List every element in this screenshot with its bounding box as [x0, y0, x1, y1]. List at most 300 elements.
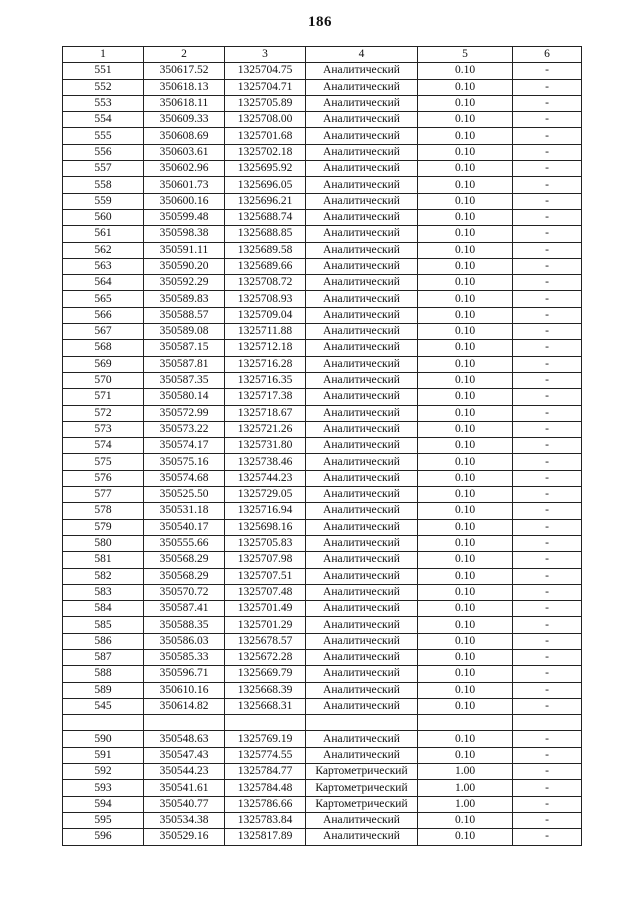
method-cell: Картометрический	[306, 764, 418, 780]
x-coordinate-cell: 350608.69	[144, 128, 225, 144]
table-row	[63, 421, 582, 437]
table-row	[63, 242, 582, 258]
point-number-cell: 586	[63, 633, 144, 649]
point-number-cell: 573	[63, 421, 144, 437]
x-coordinate-cell: 350588.35	[144, 617, 225, 633]
method-cell: Аналитический	[306, 812, 418, 828]
x-coordinate-cell: 350580.14	[144, 389, 225, 405]
y-coordinate-cell: 1325786.66	[225, 796, 306, 812]
accuracy-cell: 0.10	[418, 324, 513, 340]
point-number-cell: 593	[63, 780, 144, 796]
point-number-cell: 545	[63, 698, 144, 714]
point-number-cell: 564	[63, 275, 144, 291]
table-row	[63, 340, 582, 356]
y-coordinate-cell: 1325708.72	[225, 275, 306, 291]
note-cell: -	[513, 682, 582, 698]
table-header-row	[63, 47, 582, 63]
point-number-cell: 580	[63, 535, 144, 551]
point-number-cell: 582	[63, 568, 144, 584]
accuracy-cell: 0.10	[418, 291, 513, 307]
point-number-cell: 585	[63, 617, 144, 633]
column-header: 3	[225, 47, 306, 63]
method-cell: Аналитический	[306, 79, 418, 95]
x-coordinate-cell: 350548.63	[144, 731, 225, 747]
point-number-cell: 583	[63, 584, 144, 600]
x-coordinate-cell: 350575.16	[144, 454, 225, 470]
point-number-cell: 551	[63, 63, 144, 79]
table-row	[63, 682, 582, 698]
x-coordinate-cell: 350601.73	[144, 177, 225, 193]
accuracy-cell: 0.10	[418, 519, 513, 535]
x-coordinate-cell: 350541.61	[144, 780, 225, 796]
note-cell: -	[513, 698, 582, 714]
accuracy-cell: 0.10	[418, 258, 513, 274]
x-coordinate-cell: 350531.18	[144, 503, 225, 519]
method-cell: Аналитический	[306, 421, 418, 437]
method-cell: Аналитический	[306, 209, 418, 225]
x-coordinate-cell: 350555.66	[144, 535, 225, 551]
accuracy-cell: 0.10	[418, 226, 513, 242]
note-cell: -	[513, 812, 582, 828]
note-cell: -	[513, 796, 582, 812]
point-number-cell: 591	[63, 747, 144, 763]
point-number-cell: 584	[63, 601, 144, 617]
y-coordinate-cell: 1325712.18	[225, 340, 306, 356]
point-number-cell: 581	[63, 552, 144, 568]
note-cell: -	[513, 275, 582, 291]
point-number-cell: 558	[63, 177, 144, 193]
method-cell	[306, 715, 418, 731]
y-coordinate-cell: 1325718.67	[225, 405, 306, 421]
point-number-cell: 592	[63, 764, 144, 780]
note-cell: -	[513, 372, 582, 388]
table-row	[63, 617, 582, 633]
method-cell: Аналитический	[306, 307, 418, 323]
note-cell: -	[513, 128, 582, 144]
x-coordinate-cell: 350585.33	[144, 649, 225, 665]
y-coordinate-cell: 1325695.92	[225, 161, 306, 177]
note-cell: -	[513, 112, 582, 128]
y-coordinate-cell: 1325696.21	[225, 193, 306, 209]
method-cell: Аналитический	[306, 666, 418, 682]
point-number-cell: 570	[63, 372, 144, 388]
note-cell: -	[513, 161, 582, 177]
accuracy-cell: 0.10	[418, 421, 513, 437]
note-cell: -	[513, 552, 582, 568]
note-cell: -	[513, 63, 582, 79]
accuracy-cell: 1.00	[418, 796, 513, 812]
point-number-cell: 555	[63, 128, 144, 144]
point-number-cell: 574	[63, 438, 144, 454]
y-coordinate-cell: 1325689.66	[225, 258, 306, 274]
table-row	[63, 519, 582, 535]
accuracy-cell: 0.10	[418, 63, 513, 79]
x-coordinate-cell: 350609.33	[144, 112, 225, 128]
table-row	[63, 552, 582, 568]
y-coordinate-cell: 1325705.83	[225, 535, 306, 551]
x-coordinate-cell	[144, 715, 225, 731]
point-number-cell: 566	[63, 307, 144, 323]
x-coordinate-cell: 350590.20	[144, 258, 225, 274]
y-coordinate-cell: 1325738.46	[225, 454, 306, 470]
note-cell: -	[513, 535, 582, 551]
table-row	[63, 454, 582, 470]
point-number-cell: 575	[63, 454, 144, 470]
accuracy-cell: 0.10	[418, 144, 513, 160]
table-row	[63, 698, 582, 714]
point-number-cell: 553	[63, 95, 144, 111]
x-coordinate-cell: 350596.71	[144, 666, 225, 682]
method-cell: Аналитический	[306, 731, 418, 747]
accuracy-cell: 0.10	[418, 307, 513, 323]
x-coordinate-cell: 350588.57	[144, 307, 225, 323]
note-cell: -	[513, 340, 582, 356]
accuracy-cell: 0.10	[418, 405, 513, 421]
x-coordinate-cell: 350592.29	[144, 275, 225, 291]
accuracy-cell: 0.10	[418, 372, 513, 388]
method-cell: Аналитический	[306, 682, 418, 698]
method-cell: Аналитический	[306, 161, 418, 177]
y-coordinate-cell: 1325668.39	[225, 682, 306, 698]
y-coordinate-cell: 1325744.23	[225, 470, 306, 486]
note-cell: -	[513, 177, 582, 193]
accuracy-cell: 0.10	[418, 584, 513, 600]
y-coordinate-cell: 1325696.05	[225, 177, 306, 193]
note-cell: -	[513, 764, 582, 780]
note-cell: -	[513, 421, 582, 437]
note-cell: -	[513, 324, 582, 340]
note-cell: -	[513, 633, 582, 649]
accuracy-cell: 0.10	[418, 438, 513, 454]
accuracy-cell: 0.10	[418, 356, 513, 372]
table-row	[63, 715, 582, 731]
y-coordinate-cell: 1325688.74	[225, 209, 306, 225]
accuracy-cell: 1.00	[418, 780, 513, 796]
y-coordinate-cell: 1325707.48	[225, 584, 306, 600]
x-coordinate-cell: 350600.16	[144, 193, 225, 209]
point-number-cell: 594	[63, 796, 144, 812]
table-row	[63, 177, 582, 193]
point-number-cell: 588	[63, 666, 144, 682]
method-cell: Аналитический	[306, 601, 418, 617]
y-coordinate-cell: 1325689.58	[225, 242, 306, 258]
note-cell: -	[513, 307, 582, 323]
method-cell: Аналитический	[306, 63, 418, 79]
method-cell: Аналитический	[306, 487, 418, 503]
method-cell: Аналитический	[306, 324, 418, 340]
page-number: 186	[308, 14, 332, 30]
y-coordinate-cell: 1325707.51	[225, 568, 306, 584]
x-coordinate-cell: 350547.43	[144, 747, 225, 763]
point-number-cell: 578	[63, 503, 144, 519]
table-row	[63, 470, 582, 486]
y-coordinate-cell: 1325716.35	[225, 372, 306, 388]
accuracy-cell: 0.10	[418, 79, 513, 95]
column-header: 4	[306, 47, 418, 63]
point-number-cell: 561	[63, 226, 144, 242]
table-row	[63, 438, 582, 454]
method-cell: Аналитический	[306, 112, 418, 128]
x-coordinate-cell: 350574.17	[144, 438, 225, 454]
point-number-cell: 576	[63, 470, 144, 486]
point-number-cell: 596	[63, 829, 144, 845]
table-row	[63, 275, 582, 291]
method-cell: Аналитический	[306, 454, 418, 470]
y-coordinate-cell: 1325716.28	[225, 356, 306, 372]
point-number-cell: 569	[63, 356, 144, 372]
point-number-cell: 568	[63, 340, 144, 356]
y-coordinate-cell: 1325669.79	[225, 666, 306, 682]
point-number-cell: 559	[63, 193, 144, 209]
y-coordinate-cell: 1325668.31	[225, 698, 306, 714]
point-number-cell: 554	[63, 112, 144, 128]
table-row	[63, 747, 582, 763]
accuracy-cell: 0.10	[418, 487, 513, 503]
x-coordinate-cell: 350603.61	[144, 144, 225, 160]
y-coordinate-cell	[225, 715, 306, 731]
table-row	[63, 389, 582, 405]
x-coordinate-cell: 350617.52	[144, 63, 225, 79]
x-coordinate-cell: 350587.15	[144, 340, 225, 356]
accuracy-cell: 0.10	[418, 112, 513, 128]
table-row	[63, 503, 582, 519]
table-row	[63, 324, 582, 340]
table-row	[63, 193, 582, 209]
x-coordinate-cell: 350525.50	[144, 487, 225, 503]
method-cell: Аналитический	[306, 438, 418, 454]
accuracy-cell: 0.10	[418, 128, 513, 144]
table-row	[63, 144, 582, 160]
table-row	[63, 307, 582, 323]
accuracy-cell: 0.10	[418, 503, 513, 519]
method-cell: Аналитический	[306, 617, 418, 633]
point-number-cell: 577	[63, 487, 144, 503]
table-row	[63, 601, 582, 617]
method-cell: Аналитический	[306, 275, 418, 291]
note-cell: -	[513, 666, 582, 682]
y-coordinate-cell: 1325721.26	[225, 421, 306, 437]
y-coordinate-cell: 1325678.57	[225, 633, 306, 649]
method-cell: Аналитический	[306, 226, 418, 242]
accuracy-cell: 0.10	[418, 552, 513, 568]
point-number-cell: 567	[63, 324, 144, 340]
table-row	[63, 764, 582, 780]
x-coordinate-cell: 350544.23	[144, 764, 225, 780]
x-coordinate-cell: 350618.13	[144, 79, 225, 95]
note-cell: -	[513, 617, 582, 633]
note-cell: -	[513, 79, 582, 95]
accuracy-cell: 0.10	[418, 601, 513, 617]
x-coordinate-cell: 350572.99	[144, 405, 225, 421]
note-cell: -	[513, 584, 582, 600]
column-header: 5	[418, 47, 513, 63]
method-cell: Аналитический	[306, 242, 418, 258]
point-number-cell: 595	[63, 812, 144, 828]
method-cell: Аналитический	[306, 372, 418, 388]
point-number-cell: 572	[63, 405, 144, 421]
x-coordinate-cell: 350540.77	[144, 796, 225, 812]
accuracy-cell: 0.10	[418, 454, 513, 470]
y-coordinate-cell: 1325711.88	[225, 324, 306, 340]
note-cell: -	[513, 780, 582, 796]
method-cell: Аналитический	[306, 584, 418, 600]
table-row	[63, 79, 582, 95]
accuracy-cell: 0.10	[418, 193, 513, 209]
accuracy-cell: 0.10	[418, 209, 513, 225]
table-row	[63, 829, 582, 845]
table-row	[63, 796, 582, 812]
method-cell: Аналитический	[306, 535, 418, 551]
note-cell: -	[513, 258, 582, 274]
note-cell: -	[513, 747, 582, 763]
x-coordinate-cell: 350586.03	[144, 633, 225, 649]
y-coordinate-cell: 1325784.77	[225, 764, 306, 780]
note-cell: -	[513, 601, 582, 617]
x-coordinate-cell: 350602.96	[144, 161, 225, 177]
method-cell: Картометрический	[306, 796, 418, 812]
y-coordinate-cell: 1325708.93	[225, 291, 306, 307]
accuracy-cell: 0.10	[418, 242, 513, 258]
accuracy-cell: 0.10	[418, 535, 513, 551]
y-coordinate-cell: 1325716.94	[225, 503, 306, 519]
y-coordinate-cell: 1325701.29	[225, 617, 306, 633]
table-row	[63, 633, 582, 649]
note-cell: -	[513, 519, 582, 535]
y-coordinate-cell: 1325705.89	[225, 95, 306, 111]
accuracy-cell: 0.10	[418, 177, 513, 193]
point-number-cell: 590	[63, 731, 144, 747]
x-coordinate-cell: 350587.81	[144, 356, 225, 372]
note-cell: -	[513, 454, 582, 470]
accuracy-cell: 0.10	[418, 812, 513, 828]
table-row	[63, 812, 582, 828]
method-cell: Аналитический	[306, 258, 418, 274]
point-number-cell: 565	[63, 291, 144, 307]
table-row	[63, 226, 582, 242]
table-row	[63, 95, 582, 111]
point-number-cell: 589	[63, 682, 144, 698]
table-row	[63, 666, 582, 682]
x-coordinate-cell: 350573.22	[144, 421, 225, 437]
note-cell: -	[513, 193, 582, 209]
point-number-cell: 587	[63, 649, 144, 665]
y-coordinate-cell: 1325817.89	[225, 829, 306, 845]
x-coordinate-cell: 350574.68	[144, 470, 225, 486]
accuracy-cell	[418, 715, 513, 731]
note-cell: -	[513, 389, 582, 405]
table-row	[63, 258, 582, 274]
y-coordinate-cell: 1325701.49	[225, 601, 306, 617]
point-number-cell	[63, 715, 144, 731]
method-cell: Аналитический	[306, 698, 418, 714]
method-cell: Аналитический	[306, 829, 418, 845]
method-cell: Аналитический	[306, 356, 418, 372]
table-row	[63, 63, 582, 79]
column-header: 1	[63, 47, 144, 63]
method-cell: Аналитический	[306, 470, 418, 486]
column-header: 2	[144, 47, 225, 63]
point-number-cell: 579	[63, 519, 144, 535]
method-cell: Аналитический	[306, 193, 418, 209]
method-cell: Картометрический	[306, 780, 418, 796]
table-row	[63, 535, 582, 551]
y-coordinate-cell: 1325704.71	[225, 79, 306, 95]
note-cell: -	[513, 95, 582, 111]
note-cell: -	[513, 209, 582, 225]
point-number-cell: 563	[63, 258, 144, 274]
method-cell: Аналитический	[306, 633, 418, 649]
x-coordinate-cell: 350570.72	[144, 584, 225, 600]
note-cell: -	[513, 356, 582, 372]
method-cell: Аналитический	[306, 95, 418, 111]
y-coordinate-cell: 1325688.85	[225, 226, 306, 242]
note-cell: -	[513, 503, 582, 519]
accuracy-cell: 0.10	[418, 682, 513, 698]
accuracy-cell: 0.10	[418, 617, 513, 633]
method-cell: Аналитический	[306, 503, 418, 519]
x-coordinate-cell: 350610.16	[144, 682, 225, 698]
note-cell: -	[513, 242, 582, 258]
y-coordinate-cell: 1325701.68	[225, 128, 306, 144]
y-coordinate-cell: 1325702.18	[225, 144, 306, 160]
accuracy-cell: 0.10	[418, 568, 513, 584]
y-coordinate-cell: 1325704.75	[225, 63, 306, 79]
x-coordinate-cell: 350598.38	[144, 226, 225, 242]
table-row	[63, 584, 582, 600]
table-row	[63, 649, 582, 665]
y-coordinate-cell: 1325731.80	[225, 438, 306, 454]
method-cell: Аналитический	[306, 747, 418, 763]
y-coordinate-cell: 1325709.04	[225, 307, 306, 323]
table-row	[63, 568, 582, 584]
accuracy-cell: 1.00	[418, 764, 513, 780]
note-cell: -	[513, 649, 582, 665]
note-cell: -	[513, 731, 582, 747]
note-cell: -	[513, 487, 582, 503]
accuracy-cell: 0.10	[418, 275, 513, 291]
x-coordinate-cell: 350599.48	[144, 209, 225, 225]
method-cell: Аналитический	[306, 568, 418, 584]
accuracy-cell: 0.10	[418, 829, 513, 845]
accuracy-cell: 0.10	[418, 470, 513, 486]
x-coordinate-cell: 350534.38	[144, 812, 225, 828]
point-number-cell: 560	[63, 209, 144, 225]
note-cell: -	[513, 470, 582, 486]
table-body	[63, 63, 582, 845]
accuracy-cell: 0.10	[418, 649, 513, 665]
table-row	[63, 487, 582, 503]
table-row	[63, 372, 582, 388]
method-cell: Аналитический	[306, 552, 418, 568]
x-coordinate-cell: 350540.17	[144, 519, 225, 535]
table-row	[63, 209, 582, 225]
coordinates-table	[62, 46, 582, 846]
note-cell: -	[513, 226, 582, 242]
x-coordinate-cell: 350568.29	[144, 568, 225, 584]
method-cell: Аналитический	[306, 291, 418, 307]
method-cell: Аналитический	[306, 340, 418, 356]
accuracy-cell: 0.10	[418, 633, 513, 649]
table-row	[63, 128, 582, 144]
y-coordinate-cell: 1325698.16	[225, 519, 306, 535]
method-cell: Аналитический	[306, 128, 418, 144]
table-row	[63, 356, 582, 372]
table-row	[63, 112, 582, 128]
point-number-cell: 562	[63, 242, 144, 258]
y-coordinate-cell: 1325769.19	[225, 731, 306, 747]
method-cell: Аналитический	[306, 389, 418, 405]
accuracy-cell: 0.10	[418, 747, 513, 763]
